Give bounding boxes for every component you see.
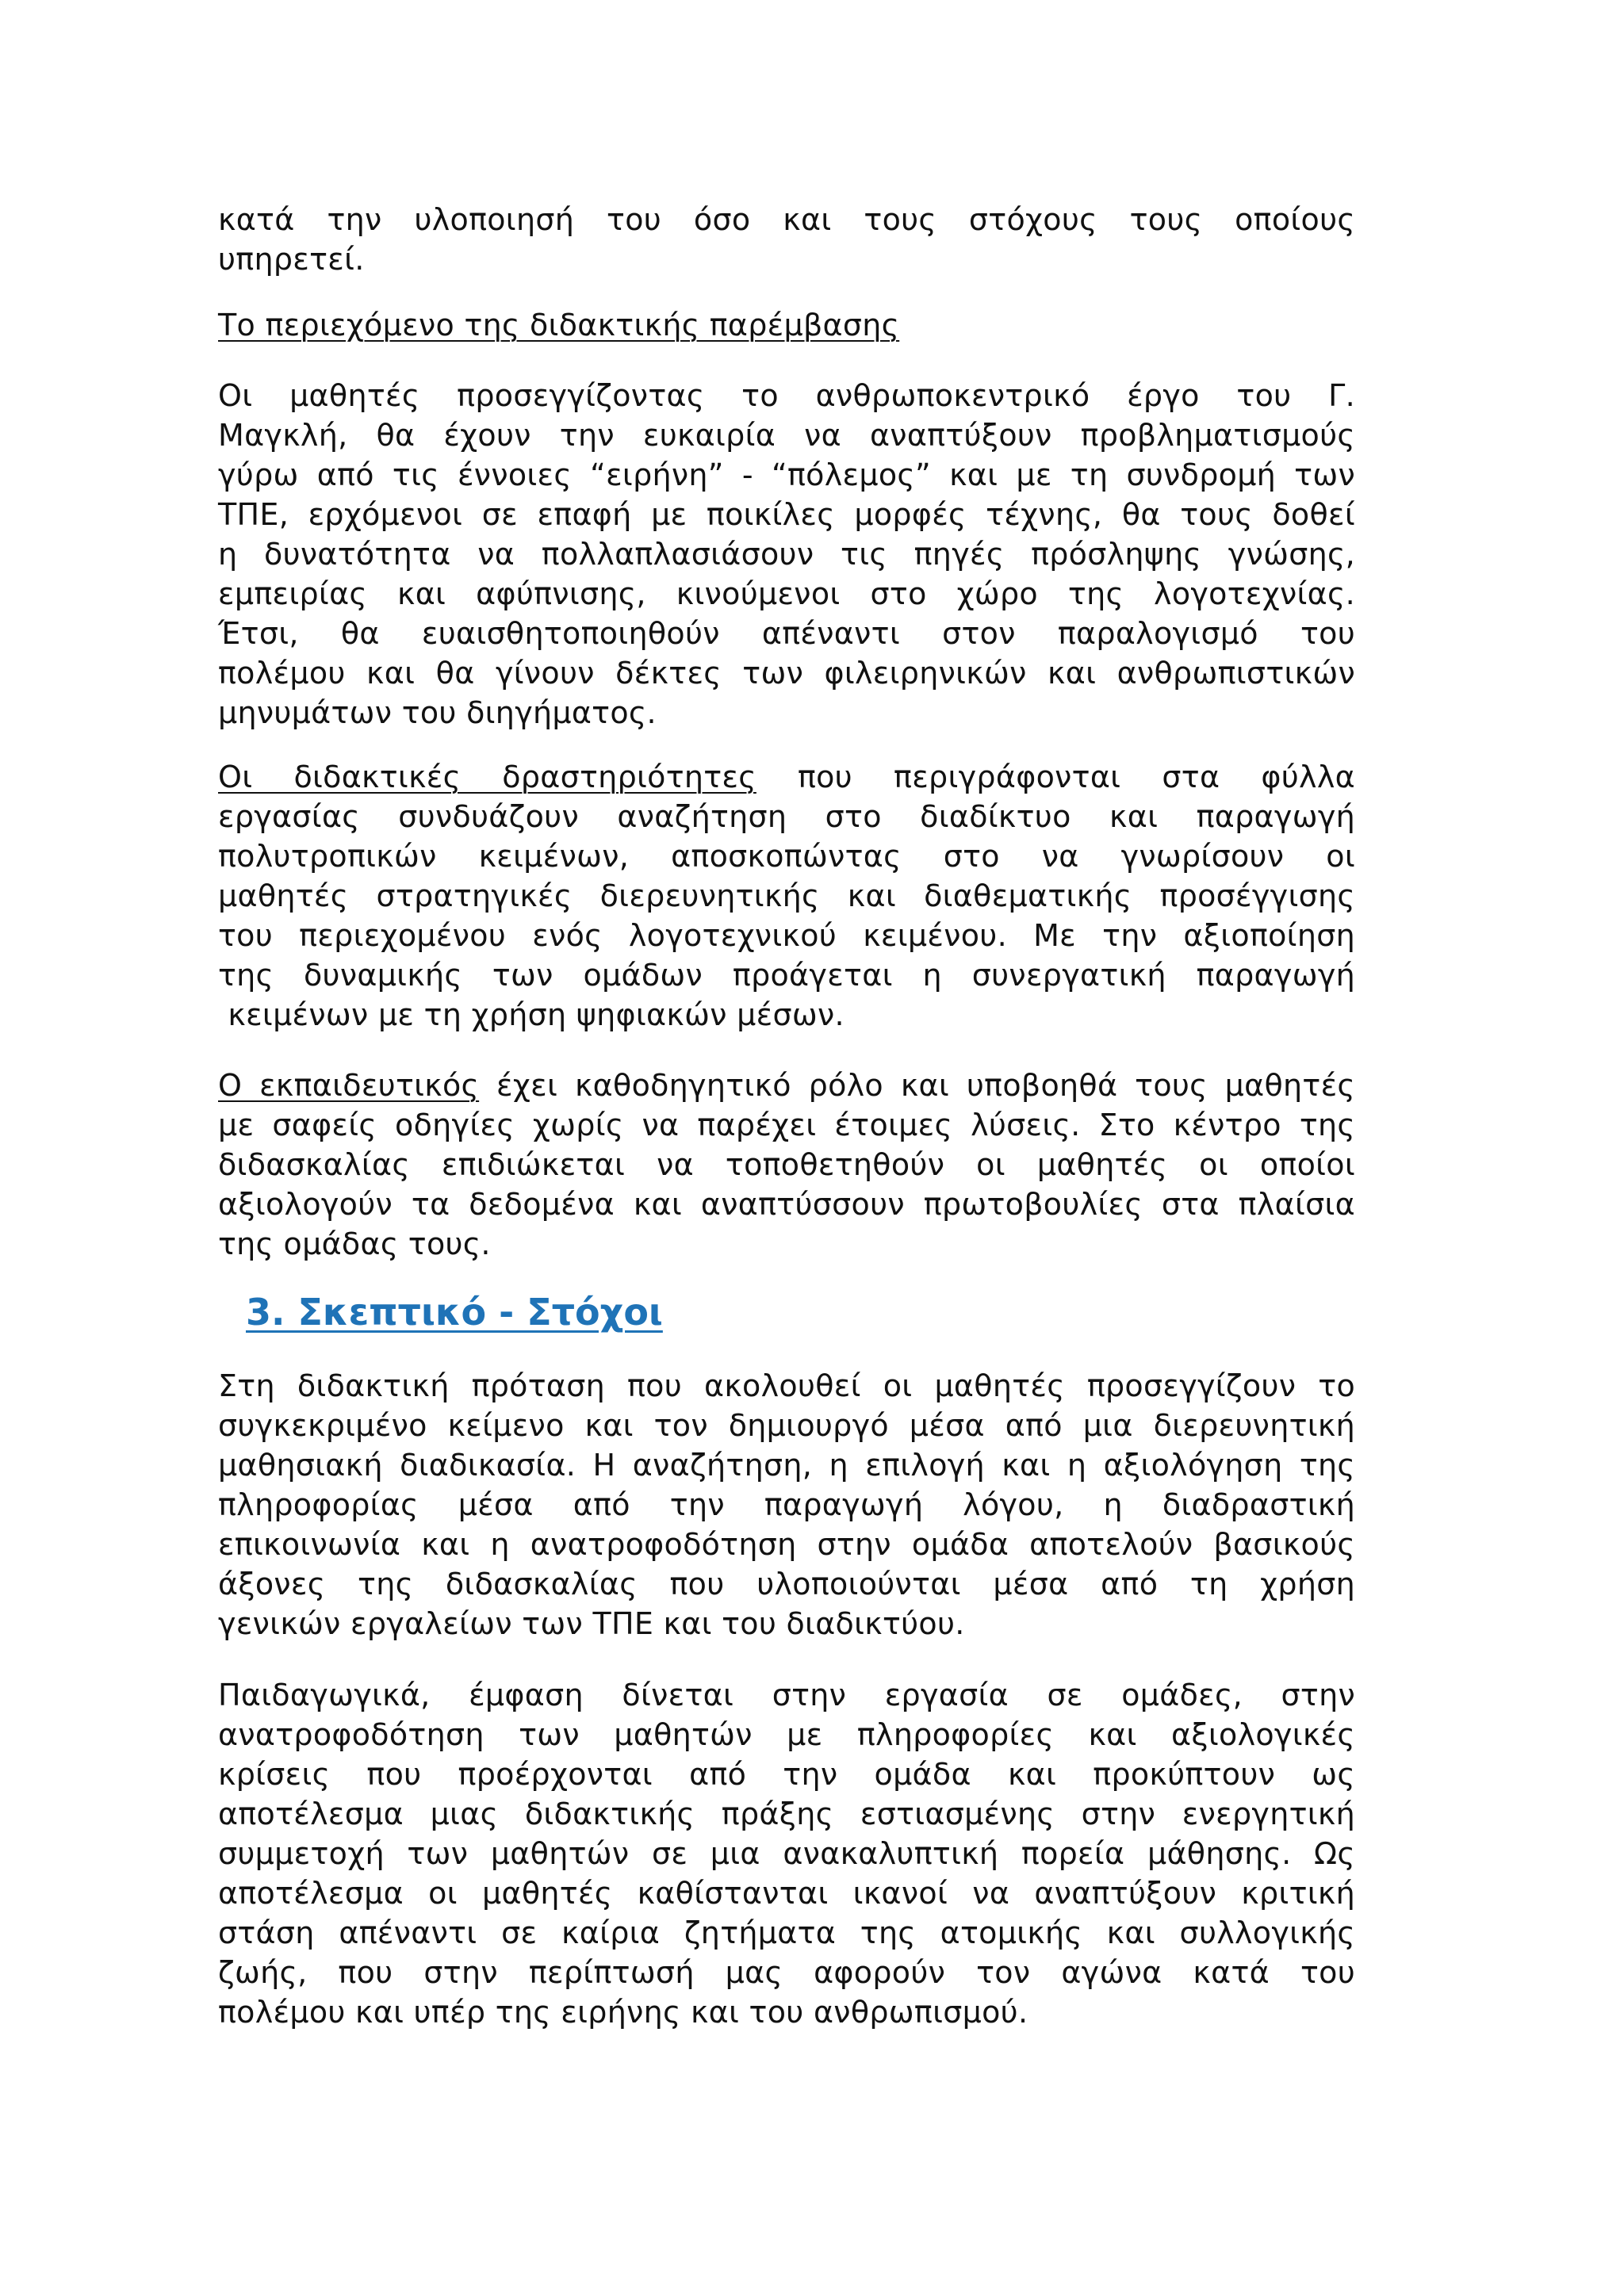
- text-line: αξιολογούν τα δεδομένα και αναπτύσσουν πρωτοβουλίες στα πλαίσια: [218, 1187, 1355, 1222]
- text-line: της ομάδας τους.: [218, 1226, 491, 1261]
- text-line: Μαγκλή, θα έχουν την ευκαιρία να αναπτύξουν προβληματισμούς: [218, 418, 1355, 453]
- text-line: γενικών εργαλείων των ΤΠΕ και του διαδικτύου.: [218, 1606, 965, 1641]
- teacher-role-paragraph: [218, 1066, 1355, 1264]
- rationale-paragraph: [218, 1366, 1355, 1644]
- text-line: εμπειρίας και αφύπνισης, κινούμενοι στο χώρο της λογοτεχνίας.: [218, 576, 1355, 611]
- text-line: της δυναμικής των ομάδων προάγεται η συνεργατική παραγωγή: [218, 958, 1355, 993]
- text-line: επικοινωνία και η ανατροφοδότηση στην ομάδα αποτελούν βασικούς: [218, 1527, 1355, 1562]
- text-line: γύρω από τις έννοιες “ειρήνη” - “πόλεμος” και με τη συνδρομή των: [218, 457, 1355, 492]
- text-line: Στη διδακτική πρόταση που ακολουθεί οι μαθητές προσεγγίζουν το: [218, 1368, 1355, 1403]
- content-title-text: Το περιεχόμενο της διδακτικής παρέμβασης: [218, 308, 900, 342]
- text-line: Έτσι, θα ευαισθητοποιηθούν απέναντι στον παραλογισμό του: [218, 616, 1355, 651]
- pedagogy-paragraph: [218, 1675, 1355, 2032]
- text-line: συμμετοχή των μαθητών σε μια ανακαλυπτική πορεία μάθησης. Ως: [218, 1836, 1355, 1871]
- text-line: υπηρετεί.: [218, 242, 365, 277]
- text-line: στάση απέναντι σε καίρια ζητήματα της ατομικής και συλλογικής: [218, 1915, 1355, 1950]
- activities-underlined: Οι διδακτικές δραστηριότητες: [218, 760, 756, 794]
- text-line: κρίσεις που προέρχονται από την ομάδα και προκύπτουν ως: [218, 1757, 1355, 1792]
- text-line: του περιεχομένου ενός λογοτεχνικού κειμένου. Με την αξιοποίηση: [218, 918, 1355, 953]
- text-line: ΤΠΕ, ερχόμενοι σε επαφή με ποικίλες μορφές τέχνης, θα τους δοθεί: [218, 497, 1355, 532]
- text-line: μηνυμάτων του διηγήματος.: [218, 695, 657, 730]
- activities-paragraph: [218, 757, 1355, 1035]
- text-line: Παιδαγωγικά, έμφαση δίνεται στην εργασία σε ομάδες, στην: [218, 1678, 1355, 1712]
- intro-continuation-paragraph: [218, 200, 1355, 279]
- text-line: πολέμου και υπέρ της ειρήνης και του ανθρωπισμού.: [218, 1995, 1028, 2030]
- text-line: Οι διδακτικές δραστηριότητες που περιγράφονται στα φύλλα: [218, 760, 1355, 794]
- text-line: πολέμου και θα γίνουν δέκτες των φιλειρηνικών και ανθρωπιστικών: [218, 656, 1355, 691]
- text-line: μαθητές στρατηγικές διερευνητικής και διαθεματικής προσέγγισης: [218, 878, 1355, 913]
- text-line: ανατροφοδότηση των μαθητών με πληροφορίες και αξιολογικές: [218, 1717, 1355, 1752]
- text-line: κειμένων με τη χρήση ψηφιακών μέσων.: [218, 997, 845, 1032]
- section-heading: 3. Σκεπτικό - Στόχοι: [246, 1291, 663, 1334]
- text-line: κατά την υλοποιησή του όσο και τους στόχους τους οποίους: [218, 202, 1355, 237]
- text-line: Οι μαθητές προσεγγίζοντας το ανθρωποκεντρικό έργο του Γ.: [218, 378, 1355, 413]
- text-line: συγκεκριμένο κείμενο και τον δημιουργό μέσα από μια διερευνητική: [218, 1408, 1355, 1443]
- text-line: η δυνατότητα να πολλαπλασιάσουν τις πηγές πρόσληψης γνώσης,: [218, 537, 1355, 572]
- teacher-underlined: Ο εκπαιδευτικός: [218, 1068, 480, 1103]
- text-line: άξονες της διδασκαλίας που υλοποιούνται μέσα από τη χρήση: [218, 1567, 1355, 1601]
- text-line: ζωής, που στην περίπτωσή μας αφορούν τον αγώνα κατά του: [218, 1955, 1355, 1990]
- text-line: πληροφορίας μέσα από την παραγωγή λόγου, η διαδραστική: [218, 1487, 1355, 1522]
- content-title: [218, 305, 1355, 345]
- text-line: εργασίας συνδυάζουν αναζήτηση στο διαδίκτυο και παραγωγή: [218, 799, 1355, 834]
- text-line: Ο εκπαιδευτικός έχει καθοδηγητικό ρόλο και υποβοηθά τους μαθητές: [218, 1068, 1356, 1103]
- content-paragraph: [218, 376, 1355, 733]
- text-line: μαθησιακή διαδικασία. Η αναζήτηση, η επιλογή και η αξιολόγηση της: [218, 1448, 1355, 1483]
- text-line: αποτέλεσμα οι μαθητές καθίστανται ικανοί να αναπτύξουν κριτική: [218, 1876, 1355, 1911]
- text-line: πολυτροπικών κειμένων, αποσκοπώντας στο να γνωρίσουν οι: [218, 839, 1355, 874]
- text-line: με σαφείς οδηγίες χωρίς να παρέχει έτοιμες λύσεις. Στο κέντρο της: [218, 1108, 1355, 1142]
- text-line: αποτέλεσμα μιας διδακτικής πράξης εστιασμένης στην ενεργητική: [218, 1797, 1355, 1831]
- text-line: διδασκαλίας επιδιώκεται να τοποθετηθούν οι μαθητές οι οποίοι: [218, 1147, 1355, 1182]
